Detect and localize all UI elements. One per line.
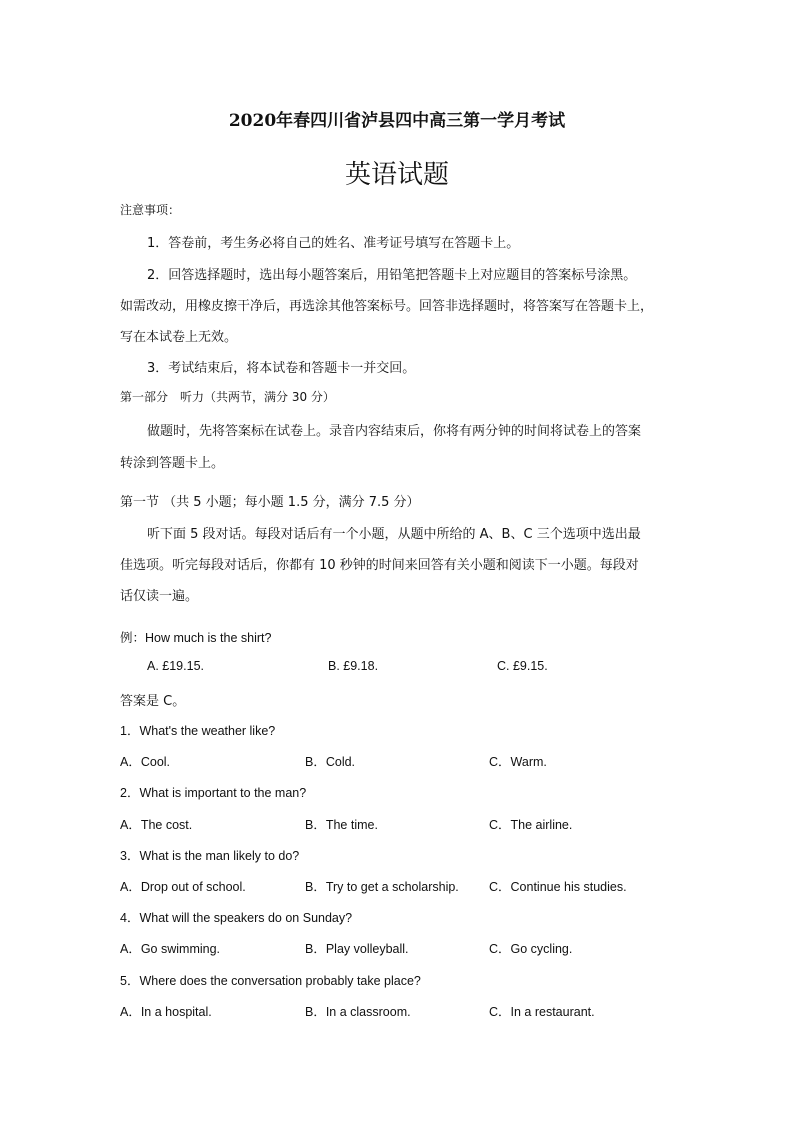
question-1-option-a: A．Cool. [120, 755, 171, 769]
note-item-2-line-2: 如需改动，用橡皮擦干净后，再选涂其他答案标号。回答非选择题时，将答案写在答题卡上， [120, 299, 654, 314]
question-4-option-a: A．Go swimming. [120, 942, 221, 956]
section1-instruction-line-1: 听下面 5 段对话。每段对话后有一个小题，从题中所给的 A、B、C 三个选项中选出最 [147, 527, 641, 542]
note-item-1: 1．答卷前，考生务必将自己的姓名、准考证号填写在答题卡上。 [147, 236, 520, 251]
note-item-2-line-1: 2．回答选择题时，选出每小题答案后，用铅笔把答题卡上对应题目的答案标号涂黑。 [147, 268, 637, 283]
notes-heading: 注意事项： [120, 203, 181, 217]
note-item-3: 3．考试结束后，将本试卷和答题卡一并交回。 [147, 361, 416, 376]
question-2-option-b: B．The time. [305, 818, 378, 832]
question-3-option-c: C．Continue his studies. [489, 880, 627, 894]
question-3-option-b: B．Try to get a scholarship. [305, 880, 459, 894]
example-question: 例：How much is the shirt? [120, 631, 272, 645]
question-2: 2．What is important to the man? [120, 786, 307, 800]
part1-instruction-line-1: 做题时，先将答案标在试卷上。录音内容结束后，你将有两分钟的时间将试卷上的答案 [147, 424, 642, 439]
exam-subject-title: 英语试题 [344, 160, 449, 190]
section1-instruction-line-3: 话仅读一遍。 [120, 589, 199, 604]
question-1-option-b: B．Cold. [305, 755, 356, 769]
example-option-a: A. £19.15. [147, 659, 204, 673]
question-4: 4．What will the speakers do on Sunday? [120, 911, 353, 925]
question-4-option-b: B．Play volleyball. [305, 942, 409, 956]
question-5-option-b: B．In a classroom. [305, 1005, 411, 1019]
example-answer: 答案是 C。 [120, 694, 186, 709]
question-1-option-c: C．Warm. [489, 755, 547, 769]
example-option-c: C. £9.15. [497, 659, 548, 673]
note-item-2-line-3: 写在本试卷上无效。 [120, 330, 238, 345]
question-3-option-a: A．Drop out of school. [120, 880, 246, 894]
question-5: 5．Where does the conversation probably take place? [120, 974, 421, 988]
question-1: 1．What's the weather like? [120, 724, 276, 738]
question-5-option-c: C．In a restaurant. [489, 1005, 595, 1019]
exam-title: 2020年春四川省泸县四中高三第一学月考试 [228, 111, 566, 131]
section1-instruction-line-2: 佳选项。听完每段对话后，你都有 10 秒钟的时间来回答有关小题和阅读下一小题。每段对 [120, 558, 639, 573]
part1-instruction-line-2: 转涂到答题卡上。 [120, 456, 225, 471]
example-option-b: B. £9.18. [328, 659, 379, 673]
question-4-option-c: C．Go cycling. [489, 942, 573, 956]
question-2-option-a: A．The cost. [120, 818, 193, 832]
section1-heading: 第一节 （共 5 小题；每小题 1.5 分，满分 7.5 分） [120, 495, 420, 510]
question-5-option-a: A．In a hospital. [120, 1005, 212, 1019]
part1-heading: 第一部分 听力（共两节，满分 30 分） [120, 390, 335, 404]
question-3: 3．What is the man likely to do? [120, 849, 300, 863]
question-2-option-c: C．The airline. [489, 818, 573, 832]
